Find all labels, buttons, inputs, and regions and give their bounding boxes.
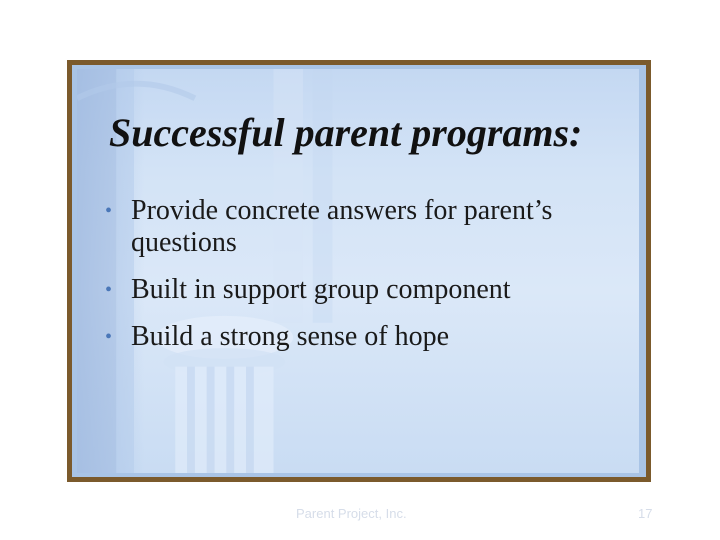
bullet-list (105, 195, 639, 368)
bullet-text: Provide concrete answers for parent’s questions (131, 195, 553, 258)
bullet-marker: • (105, 200, 113, 222)
slide-frame (67, 60, 651, 482)
bullet-text: Build a strong sense of hope (131, 321, 450, 352)
page-number: 17 (638, 506, 653, 521)
bullet-item (105, 321, 639, 353)
bullet-text: Built in support group component (131, 274, 511, 305)
bullet-item (105, 274, 639, 306)
bullet-item (105, 195, 639, 259)
bullet-marker: • (105, 279, 113, 301)
bullet-marker: • (105, 326, 113, 348)
slide-footer: Parent Project, Inc. (296, 506, 407, 521)
content-panel (77, 69, 639, 473)
slide-title: Successful parent programs: (109, 110, 583, 155)
